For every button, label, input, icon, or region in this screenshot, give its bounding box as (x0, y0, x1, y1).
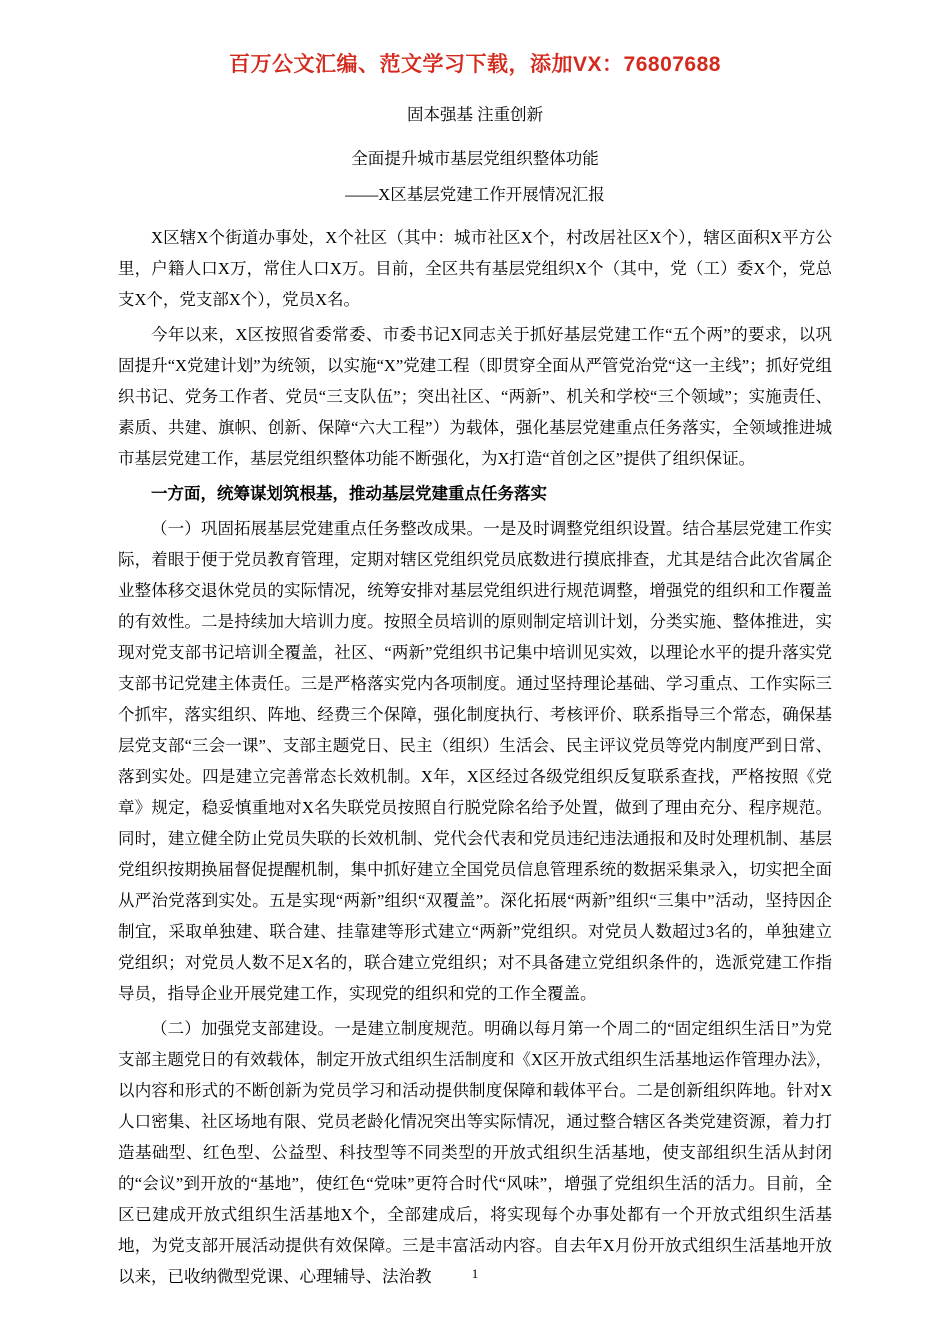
paragraph-subsection-two: （二）加强党支部建设。一是建立制度规范。明确以每月第一个周二的“固定组织生活日”为党支部主题党日的有效载体，制定开放式组织生活制度和《X区开放式组织生活基地运作管理办法》，以内容和形式的不断创新为党员学习和活动提供制度保障和载体平台。二是创新组织阵地。针对X人口密集、社区场地有限、党员老龄化情况突出等实际情况，通过整合辖区各类党建资源，着力打造基础型、红色型、公益型、科技型等不同类型的开放式组织生活基地，使支部组织生活从封闭的“会议”到开放的“基地”，使红色“党味”更符合时代“风味”，增强了党组织生活的活力。目前，全区已建成开放式组织生活基地X个，全部建成后，将实现每个办事处都有一个开放式组织生活基地，为党支部开展活动提供有效保障。三是丰富活动内容。自去年X月份开放式组织生活基地开放以来，已收纳微型党课、心理辅导、法治教 (118, 1019, 832, 1286)
paragraph-subsection-one: （一）巩固拓展基层党建重点任务整改成果。一是及时调整党组织设置。结合基层党建工作实际，着眼于便于党员教育管理，定期对辖区党组织党员底数进行摸底排查，尤其是结合此次省属企业整体移交退休党员的实际情况，统筹安排对基层党组织进行规范调整，增强党的组织和工作覆盖的有效性。二是持续加大培训力度。按照全员培训的原则制定培训计划，分类实施、整体推进，实现对党支部书记培训全覆盖，社区、“两新”党组织书记集中培训见实效，以理论水平的提升落实党支部书记党建主体责任。三是严格落实党内各项制度。通过坚持理论基础、学习重点、工作实际三个抓牢，落实组织、阵地、经费三个保障，强化制度执行、考核评价、联系指导三个常态，确保基层党支部“三会一课”、支部主题党日、民主（组织）生活会、民主评议党员等党内制度严到日常、落到实处。四是建立完善常态长效机制。X年，X区经过各级党组织反复联系查找，严格按照《党章》规定，稳妥慎重地对X名失联党员按照自行脱党除名给予处置，做到了理由充分、程序规范。同时，建立健全防止党员失联的长效机制、党代会代表和党员违纪违法通报和及时处理机制、基层党组织按期换届督促提醒机制，集中抓好建立全国党员信息管理系统的数据采集录入，切实把全面从严治党落到实处。五是实现“两新”组织“双覆盖”。深化拓展“两新”组织“三集中”活动，坚持因企制宜，采取单独建、联合建、挂靠建等形式建立“两新”党组织。对党员人数超过3名的，单独建立党组织；对党员人数不足X名的，联合建立党组织；对不具备建立党组织条件的，选派党建工作指导员，指导企业开展党建工作，实现党的组织和党的工作全覆盖。 (118, 519, 832, 1003)
heading-spacer (118, 214, 832, 222)
paragraph-overview: X区辖X个街道办事处，X个社区（其中：城市社区X个，村改居社区X个），辖区面积X平方公里，户籍人口X万，常住人口X万。目前，全区共有基层党组织X个（其中，党（工）委X个，党总支X个，党支部X个），党员X名。 (118, 228, 832, 309)
section-heading-one: 一方面，统筹谋划筑根基，推动基层党建重点任务落实 (151, 484, 547, 503)
document-heading-main: 固本强基 注重创新 (406, 105, 544, 124)
paragraph-background: 今年以来，X区按照省委常委、市委书记X同志关于抓好基层党建工作“五个两”的要求，以巩固提升“X党建计划”为统领，以实施“X”党建工程（即贯穿全面从严管党治党“这一主线”；抓好党组织书记、党务工作者、党员“三支队伍”；突出社区、“两新”、机关和学校“三个领域”；实施责任、素质、共建、旗帜、创新、保障“六大工程”）为载体，强化基层党建重点任务落实，全领域推进城市基层党建工作，基层党组织整体功能不断强化，为X打造“首创之区”提供了组织保证。 (118, 325, 832, 468)
promo-banner: 百万公文汇编、范文学习下载，添加VX：76807688 (229, 53, 721, 76)
document-heading-source: ——X区基层党建工作开展情况汇报 (345, 185, 605, 204)
document-heading-sub: 全面提升城市基层党组织整体功能 (351, 149, 599, 168)
page-number: 1 (471, 1266, 479, 1281)
